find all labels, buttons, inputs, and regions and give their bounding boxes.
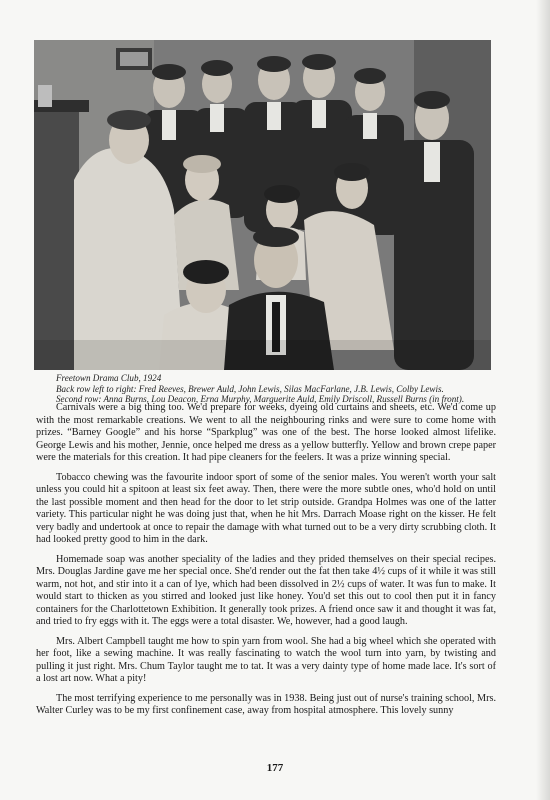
paragraph-tobacco: Tobacco chewing was the favourite indoor sport of some of the senior males. You weren't worth your salt unless you could hit a spitoon at least six feet away. Then, there were the more subtle ones, who'd hold on until the last possible moment and then head for the door to let strip outside. Grandpa Holmes was one of the latter variety. This particular night he was doing just that, when he hit Mrs. Darrach Moase right on the kisser. He felt very badly and undertook at once to repair the damage with what turned out to be a very dirty scrubbing cloth. It had looked pretty good to him in the dark. (36, 471, 496, 545)
photo-caption (56, 373, 496, 405)
caption-back-row: Back row left to right: Fred Reeves, Brewer Auld, John Lewis, Silas MacFarlane, J.B. Lewis, Colby Lewis. (56, 383, 444, 394)
body-text (36, 402, 496, 725)
paragraph-carnivals: Carnivals were a big thing too. We'd prepare for weeks, dyeing old curtains and sheets, etc. We'd come up with the most remarkable creations. We went to all the neighbouring rinks and were sure to come home with prizes. “Barney Google” and his horse “Sparkplug” was one of the best. The horse looked almost lifelike. George Lewis and his mother, Jennie, once helped me dress as a yellow butterfly. Yellow and brown crepe paper were the materials for this creation. It had pipe cleaners for the feelers. It was a prize winning special. (36, 402, 496, 463)
paragraph-soap: Homemade soap was another speciality of the ladies and they prided themselves on their special recipes. Mrs. Douglas Jardine gave me her special once. She'd render out the fat then take 4½ cups of it while it was still warm, not hot, and stir into it a can of lye, which had been dissolved in 2½ cups of water. It was fun to make. It would start to thicken as you stirred and looked just like honey. You'd set this out to cool then put it in fancy containers for the Charlottetown Exhibition. It generally took prizes. A friend once saw it and thought it was fat, and tried to fry eggs with it. The eggs were a total disaster. We, however, had a good laugh. (36, 553, 496, 627)
paragraph-spinning: Mrs. Albert Campbell taught me how to spin yarn from wool. She had a big wheel which she operated with her foot, like a sewing machine. It was really fascinating to watch the wool turn into yarn, by twisting and pulling it just right. Mrs. Chum Taylor taught me to tat. It was a very dainty type of home made lace. It's sort of a lost art now. What a pity! (36, 635, 496, 684)
paragraph-1938: The most terrifying experience to me personally was in 1938. Being just out of nurse's training school, Mrs. Walter Curley was to be my first confinement case, away from hospital atmosphere. This lovely sunny (36, 692, 496, 716)
page-edge-shadow (536, 0, 550, 800)
page-number: 177 (266, 762, 284, 774)
caption-second-row: Second row: Anna Burns, Lou Deacon, Erna Murphy, Marguerite Auld, Emily Driscoll, Russell Burns (in front). (56, 394, 465, 405)
caption-title: Freetown Drama Club, 1924 (56, 373, 162, 383)
group-portrait-photo (34, 40, 491, 370)
